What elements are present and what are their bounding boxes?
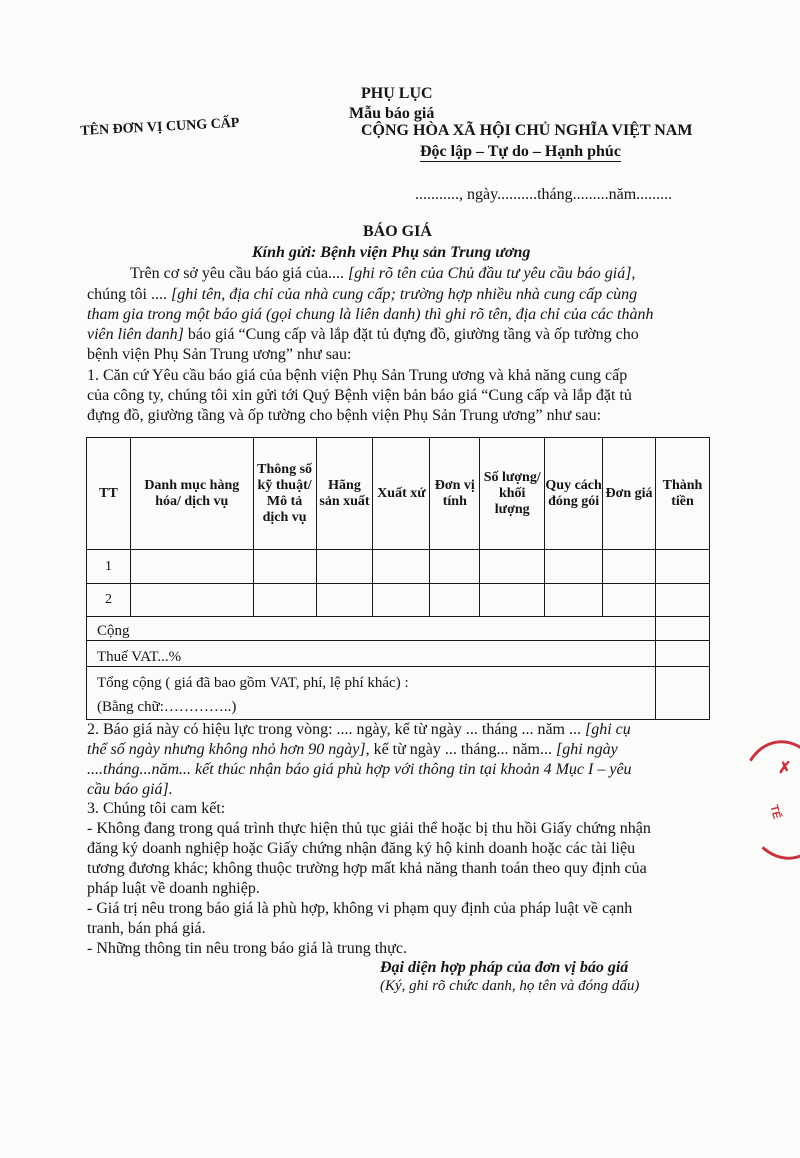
section2-text: , kể từ ngày ... tháng... năm... [365, 741, 556, 758]
stamp-mark [732, 734, 800, 865]
section1-line-2: của công ty, chúng tôi xin gửi tới Quý Bệnh viện bản báo giá “Cung cấp và lắp đặt tủ [87, 387, 632, 404]
total-row [87, 617, 710, 641]
section2-note: thể số ngày nhưng không nhỏ hơn 90 ngày] [87, 741, 366, 758]
intro-text: chúng tôi .... [87, 286, 171, 303]
vat-row [87, 641, 710, 667]
commitment-2-line-1: - Giá trị nêu trong báo giá là phù hợp, không vi phạm quy định của pháp luật về cạnh [87, 900, 633, 917]
header-spec: Thông số kỹ thuật/ Mô tả dịch vụ [253, 438, 316, 550]
commitment-1-line-3: tương đương khác; không thuộc trường hợp mất khả năng thanh toán theo quy định của [87, 860, 647, 877]
commitment-1-line-1: - Không đang trong quá trình thực hiện thủ tục giải thể hoặc bị thu hồi Giấy chứng nhận [87, 820, 651, 837]
signature-note: (Ký, ghi rõ chức danh, họ tên và đóng dấu) [380, 978, 640, 994]
header-unit: Đơn vị tính [430, 438, 480, 550]
section2-text: 2. Báo giá này có hiệu lực trong vòng: .... ngày, kể từ ngày ... tháng ... năm ... [87, 721, 585, 738]
header-packing: Quy cách đóng gói [545, 438, 603, 550]
signature-title: Đại diện hợp pháp của đơn vị báo giá [380, 959, 629, 976]
grand-total-row [87, 667, 710, 720]
header-item: Danh mục hàng hóa/ dịch vụ [130, 438, 253, 550]
header-unit-price: Đơn giá [603, 438, 656, 550]
section1-line-3: đựng đồ, giường tầng và ốp tường cho bệnh viện Phụ Sản Trung ương” như sau: [87, 407, 602, 424]
intro-note: [ghi rõ tên của Chủ đầu tư yêu cầu báo giá], [348, 265, 636, 282]
intro-note: [ghi tên, địa chỉ của nhà cung cấp; trường hợp nhiều nhà cung cấp cùng [171, 286, 638, 303]
nation-title: CỘNG HÒA XÃ HỘI CHỦ NGHĨA VIỆT NAM [361, 122, 693, 139]
section2-note: [ghi ngày [556, 741, 618, 758]
grand-total-label: Tổng cộng ( giá đã bao gồm VAT, phí, lệ phí khác) : [97, 675, 409, 691]
stamp-text: TẾ [767, 803, 783, 821]
recipient-line: Kính gửi: Bệnh viện Phụ sản Trung ương [252, 244, 531, 261]
intro-line-5: bệnh viện Phụ Sản Trung ương” như sau: [87, 346, 352, 363]
document-title: BÁO GIÁ [363, 223, 432, 240]
section2-line-2 [87, 741, 618, 759]
amount-in-words: (Bằng chữ:…………..) [97, 699, 237, 715]
intro-text: Trên cơ sở yêu cầu báo giá của.... [130, 265, 349, 282]
intro-line-3: tham gia trong một báo giá (gọi chung là liên danh) thì ghi rõ tên, địa chỉ của các thành [87, 306, 654, 323]
row-number: 1 [87, 550, 131, 584]
commitment-1-line-2: đăng ký doanh nghiệp hoặc Giấy chứng nhận đăng ký hộ kinh doanh hoặc các tài liệu [87, 840, 636, 857]
motto: Độc lập – Tự do – Hạnh phúc [420, 143, 621, 160]
commitment-1-line-4: pháp luật về doanh nghiệp. [87, 880, 260, 897]
intro-note: viên liên danh] [87, 326, 184, 343]
section2-line-3: ....tháng...năm... kết thúc nhận báo giá phù hợp với thông tin tại khoản 4 Mục I – yêu [87, 761, 632, 778]
intro-line-2 [87, 286, 637, 304]
commitment-3: - Những thông tin nêu trong báo giá là trung thực. [87, 940, 407, 957]
date-line: ..........., ngày..........tháng.........năm......... [415, 186, 673, 203]
vat-label: Thuế VAT...% [87, 641, 656, 667]
section2-note: [ghi cụ [584, 721, 631, 738]
header-manufacturer: Hãng sản xuất [316, 438, 373, 550]
commitment-2-line-2: tranh, bán phá giá. [87, 920, 206, 937]
stamp-mark-symbol: ✗ [778, 760, 792, 777]
header-tt: TT [87, 438, 131, 550]
header-amount: Thành tiền [655, 438, 709, 550]
intro-text: báo giá “Cung cấp và lắp đặt tủ đựng đồ, giường tầng và ốp tường cho [183, 326, 639, 343]
intro-line-1 [130, 265, 635, 283]
quote-table [86, 437, 710, 720]
form-name: Mẫu báo giá [349, 105, 435, 122]
row-number: 2 [87, 584, 131, 617]
section2-line-1 [87, 721, 631, 739]
supplier-name-placeholder: TÊN ĐƠN VỊ CUNG CẤP [80, 115, 240, 139]
table-header-row [87, 438, 710, 550]
section2-line-4: cầu báo giá]. [87, 781, 173, 798]
table-row [87, 550, 710, 584]
grand-total-cell [87, 667, 656, 720]
header-quantity: Số lượng/ khối lượng [480, 438, 545, 550]
intro-line-4 [87, 326, 639, 344]
section1-line-1: 1. Căn cứ Yêu cầu báo giá của bệnh viện Phụ Sản Trung ương và khả năng cung cấp [87, 367, 628, 384]
appendix-title: PHỤ LỤC [361, 85, 433, 102]
total-label: Cộng [87, 617, 656, 641]
table-row [87, 584, 710, 617]
section3-title: 3. Chúng tôi cam kết: [87, 800, 226, 817]
header-origin: Xuất xứ [373, 438, 430, 550]
